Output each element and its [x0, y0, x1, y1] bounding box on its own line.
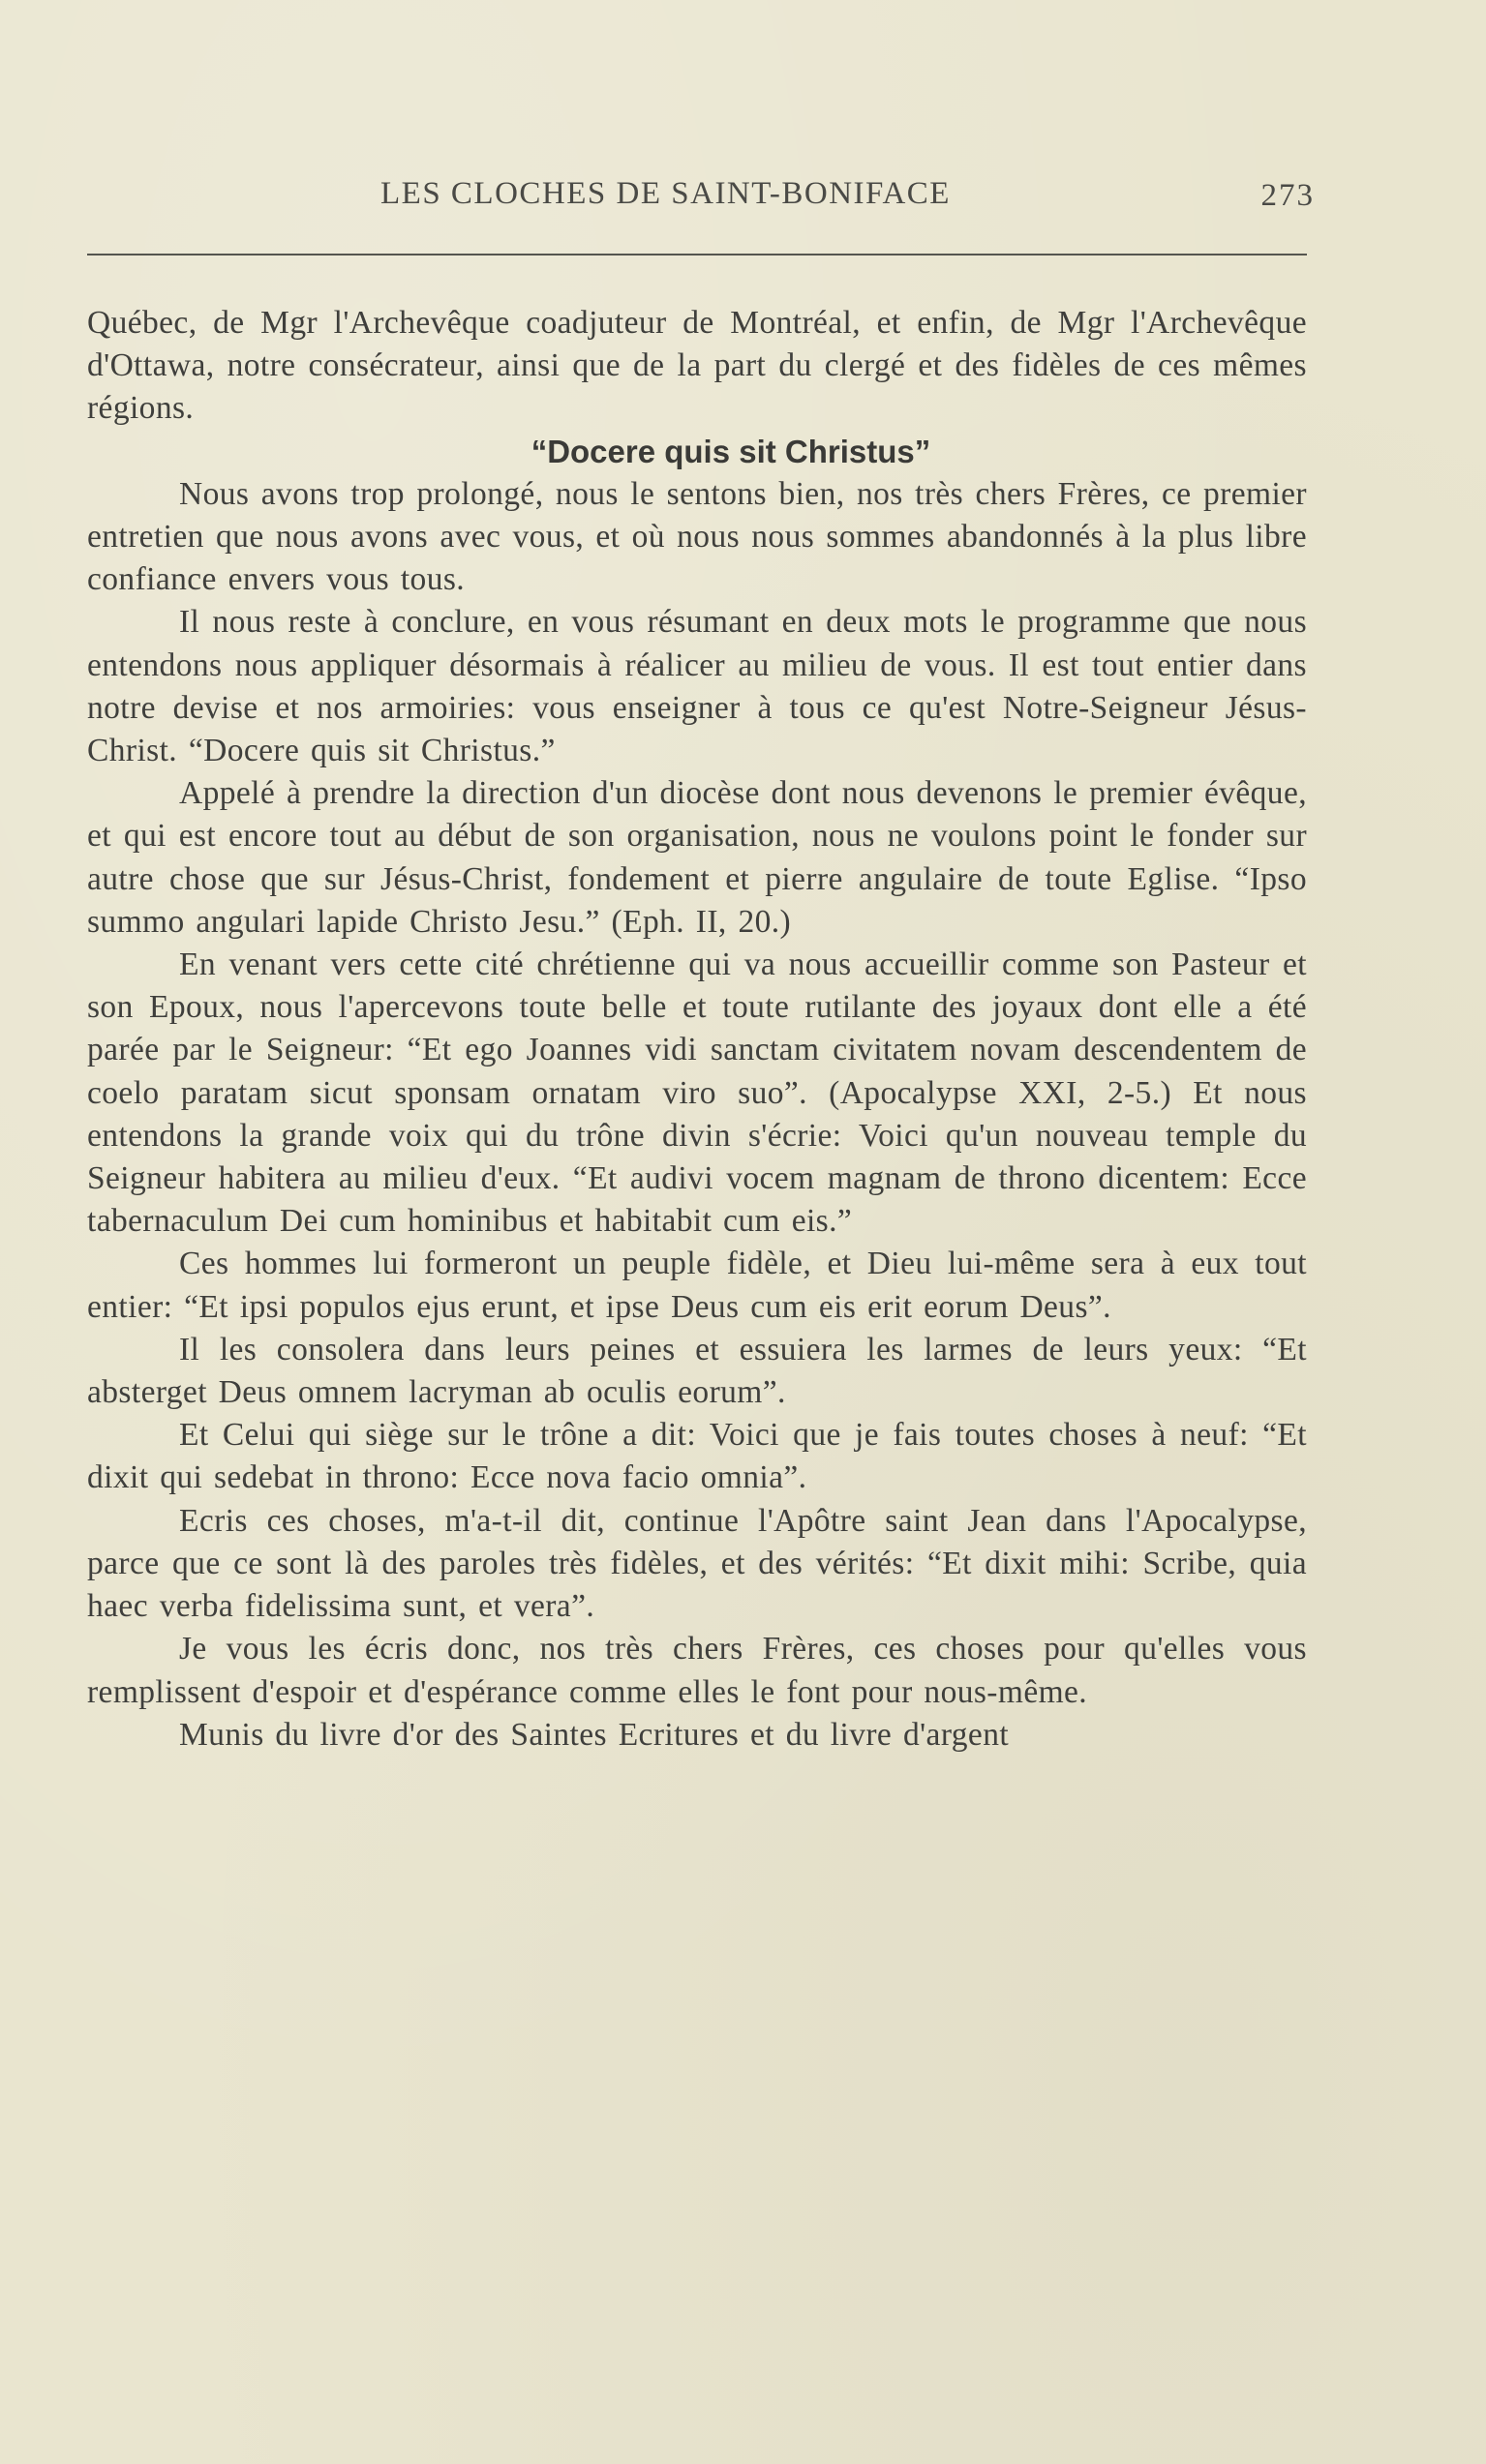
paragraph: Nous avons trop prolongé, nous le sentons bien, nos très chers Frères, ce premier entretien que nous avons avec vous, et où nous nous sommes abandonnés à la plus libre confiance envers vous tous. [87, 475, 1307, 598]
paragraph-last-line: Munis du livre d'or des Saintes Ecritures et du livre d'argent [179, 1716, 1010, 1753]
header-rule [87, 254, 1307, 255]
running-title: LES CLOCHES DE SAINT-BONIFACE [380, 176, 951, 211]
paragraph: Il nous reste à conclure, en vous résumant en deux mots le programme que nous entendons nous appliquer désormais à réalicer au milieu de vous. Il est tout entier dans notre devise et nos armoiries: vous enseigner à tous ce qu'est Notre-Seigneur Jésus-Christ. “Docere quis sit Christus.” [87, 604, 1307, 769]
section-heading: “Docere quis sit Christus” [531, 433, 931, 469]
paragraph: En venant vers cette cité chrétienne qui va nous accueillir comme son Pasteur et son Epoux, nous l'apercevons toute belle et toute rutilante des joyaux dont elle a été parée par le Seigneur: “Et ego Joannes vidi sanctam civitatem novam descendentem de coelo paratam sicut sponsam ornatam viro suo”. (Apocalypse XXI, 2-5.) Et nous entendons la grande voix qui du trône divin s'écrie: Voici qu'un nouveau temple du Seigneur habitera au milieu d'eux. “Et audivi vocem magnam de throno dicentem: Ecce tabernaculum Dei cum hominibus et habitabit cum eis.” [87, 947, 1307, 1240]
paragraph: Appelé à prendre la direction d'un diocèse dont nous devenons le premier évêque, et qui est encore tout au début de son organisation, nous ne voulons point le fonder sur autre chose que sur Jésus-Christ, fondement et pierre angulaire de toute Eglise. “Ipso summo angulari lapide Christo Jesu.” (Eph. II, 20.) [87, 775, 1307, 940]
paragraph-continuation: Québec, de Mgr l'Archevêque coadjuteur de Montréal, et enfin, de Mgr l'Archevêque d'Ottawa, notre consécrateur, ainsi que de la part du clergé et des fidèles de ces mêmes régions. [87, 305, 1307, 427]
paragraph: Et Celui qui siège sur le trône a dit: Voici que je fais toutes choses à neuf: “Et dixit qui sedebat in throno: Ecce nova facio omnia”. [87, 1417, 1307, 1496]
paragraph: Je vous les écris donc, nos très chers Frères, ces choses pour qu'elles vous remplissent d'espoir et d'espérance comme elles le font pour nous-même. [87, 1631, 1307, 1710]
page-number: 273 [1260, 178, 1315, 213]
running-header [87, 176, 1315, 225]
body-text [87, 302, 1307, 1757]
paragraph: Il les consolera dans leurs peines et essuiera les larmes de leurs yeux: “Et absterget Deus omnem lacryman ab oculis eorum”. [87, 1331, 1307, 1411]
paragraph: Ecris ces choses, m'a-t-il dit, continue l'Apôtre saint Jean dans l'Apocalypse, parce que ce sont là des paroles très fidèles, et des vérités: “Et dixit mihi: Scribe, quia haec verba fidelissima sunt, et vera”. [87, 1502, 1307, 1625]
paragraph: Ces hommes lui formeront un peuple fidèle, et Dieu lui-même sera à eux tout entier: “Et ipsi populos ejus erunt, et ipse Deus cum eis erit eorum Deus”. [87, 1246, 1307, 1325]
